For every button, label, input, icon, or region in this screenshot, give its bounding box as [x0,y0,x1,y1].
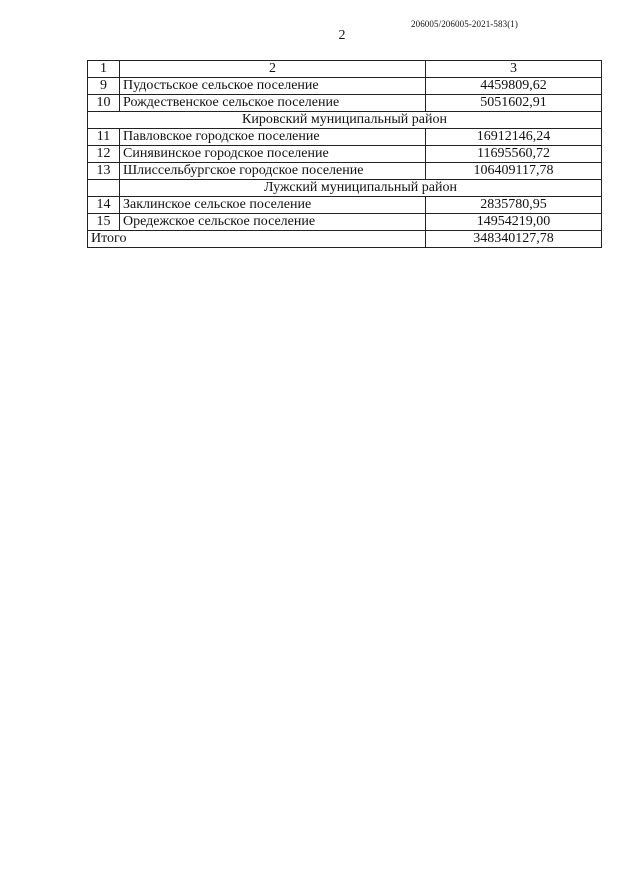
amount-value: 14954219,00 [426,214,602,231]
amount-value: 5051602,91 [426,95,602,112]
row-number: 12 [88,146,120,163]
settlement-name: Заклинское сельское поселение [120,197,426,214]
table-row [88,95,602,112]
settlement-name: Оредежское сельское поселение [120,214,426,231]
section-row-kirov [88,112,602,129]
amount-value: 106409117,78 [426,163,602,180]
settlement-name: Павловское городское поселение [120,129,426,146]
table-row [88,78,602,95]
table-header-row [88,61,602,78]
row-number: 11 [88,129,120,146]
row-number: 15 [88,214,120,231]
section-title: Лужский муниципальный район [120,180,602,197]
settlement-name: Рождественское сельское поселение [120,95,426,112]
column-header-1: 1 [88,61,120,78]
settlements-table [87,60,602,248]
column-header-2: 2 [120,61,426,78]
amount-value: 4459809,62 [426,78,602,95]
row-number: 10 [88,95,120,112]
table-row [88,146,602,163]
row-number: 9 [88,78,120,95]
page-number: 2 [338,28,346,43]
table-row [88,129,602,146]
amount-value: 16912146,24 [426,129,602,146]
table-row [88,197,602,214]
amount-value: 2835780,95 [426,197,602,214]
column-header-3: 3 [426,61,602,78]
row-number: 13 [88,163,120,180]
section-row-luga [88,180,602,197]
settlement-name: Пудостьское сельское поселение [120,78,426,95]
section-title: Кировский муниципальный район [88,112,602,129]
table-row [88,214,602,231]
total-value: 348340127,78 [426,231,602,248]
settlement-name: Синявинское городское поселение [120,146,426,163]
total-label: Итого [88,231,426,248]
settlement-name: Шлиссельбургское городское поселение [120,163,426,180]
row-number: 14 [88,197,120,214]
total-row [88,231,602,248]
empty-cell [88,180,120,197]
table-row [88,163,602,180]
amount-value: 11695560,72 [426,146,602,163]
document-number: 206005/206005-2021-583(1) [411,19,518,29]
